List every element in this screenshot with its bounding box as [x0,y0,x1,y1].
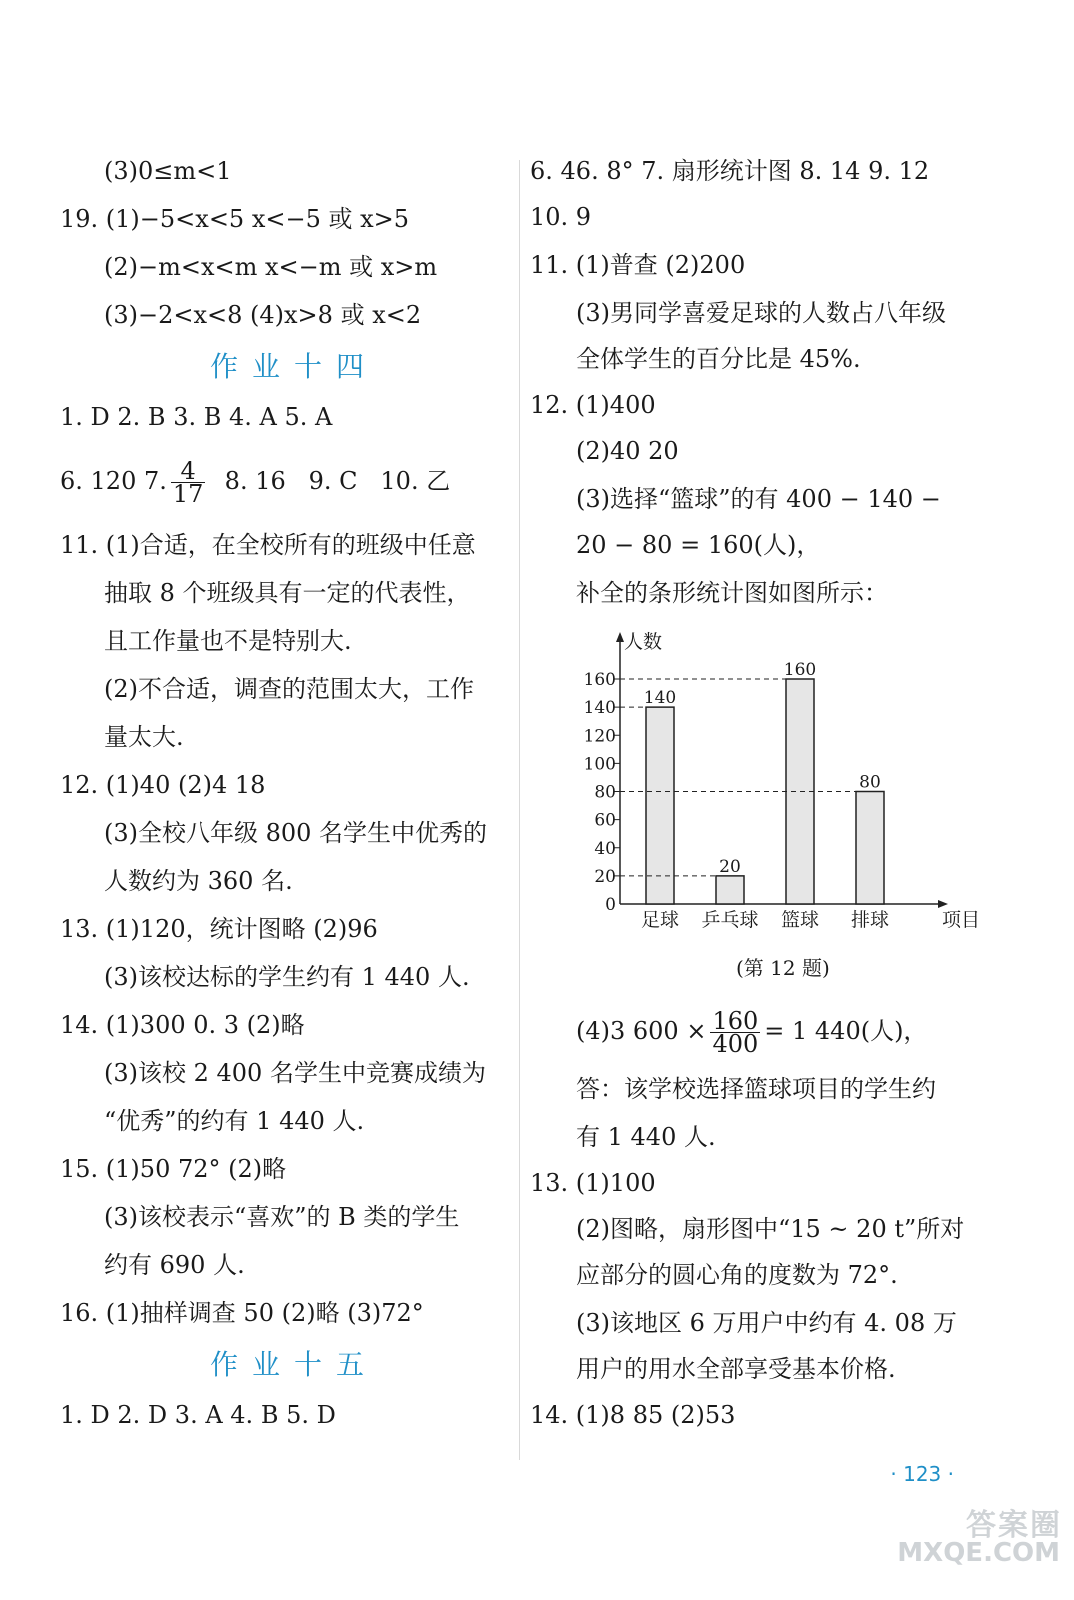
line-l20: 15. (1)50 72° (2)略 [60,1155,287,1183]
section-heading-15: 作业十五 [210,1348,379,1381]
line-l1: (3)0≤m<1 [104,157,232,185]
line-r11 [576,1007,928,1058]
y-axis-label: 人数 [624,631,663,653]
line-r16: 应部分的圆心角的度数为 72°. [576,1261,898,1289]
line-l2: 19. (1)−5<x<5 x<−5 或 x>5 [60,205,410,233]
line-r19: 14. (1)8 85 (2)53 [530,1401,736,1429]
line-r13: 有 1 440 人. [576,1123,716,1151]
y-axis-arrow [616,632,624,642]
line-l19: “优秀”的约有 1 440 人. [104,1107,365,1135]
line-l4: (3)−2<x<8 (4)x>8 或 x<2 [104,301,422,329]
line-r11-b: = 1 440(人)， [764,1017,928,1045]
y-tick-label: 0 [605,895,616,915]
line-l21: (3)该校表示“喜欢”的 B 类的学生 [104,1203,460,1231]
y-tick-label: 80 [594,782,616,803]
fraction-numerator: 160 [712,1007,759,1035]
y-tick-label: 120 [583,726,616,747]
line-l6 [60,457,451,508]
line-r12: 答：该学校选择篮球项目的学生约 [576,1075,936,1103]
line-r18: 用户的用水全部享受基本价格. [576,1355,896,1383]
line-r15: (2)图略，扇形图中“15 ~ 20 t”所对 [576,1215,965,1243]
fraction-denominator: 17 [172,480,204,508]
line-l6-b: 8. 16 9. C 10. 乙 [209,467,451,495]
line-l8: 抽取 8 个班级具有一定的代表性， [104,579,471,607]
line-r3: 11. (1)普查 (2)200 [530,251,746,279]
line-r8: (3)选择“篮球”的有 400 − 140 − [576,485,941,513]
watermark-logo: 答案圈 [966,1508,1062,1543]
bar-value-label: 140 [643,688,677,709]
category-label: 篮球 [780,909,820,931]
bar-4 [856,792,884,905]
y-tick-label: 140 [583,698,616,719]
line-l18: (3)该校 2 400 名学生中竞赛成绩为 [104,1059,486,1087]
fraction-160-400 [710,1007,760,1058]
bar-value-label: 160 [783,660,817,680]
line-r7: (2)40 20 [576,437,679,465]
y-tick-label: 20 [594,866,616,887]
y-tick-label: 40 [594,838,616,859]
line-r10: 补全的条形统计图如图所示： [576,579,888,607]
page-number: · 123 · [890,1462,954,1486]
line-l22: 约有 690 人. [104,1251,245,1279]
line-r6: 12. (1)400 [530,391,656,419]
line-l3: (2)−m<x<m x<−m 或 x>m [104,253,438,281]
y-tick-label: 100 [583,754,616,775]
line-r1: 6. 46. 8° 7. 扇形统计图 8. 14 9. 12 [530,157,930,185]
bar-value-label: 20 [719,856,741,877]
fraction-numerator: 4 [171,460,206,483]
fraction-denominator: 400 [712,1030,759,1058]
line-l14: 人数约为 360 名. [104,867,293,895]
line-r14: 13. (1)100 [530,1169,656,1197]
line-r4: (3)男同学喜爱足球的人数占八年级 [576,299,946,327]
line-r11-a: (4)3 600 × [576,1017,707,1045]
line-l10: (2)不合适，调查的范围太大，工作 [104,675,474,703]
fraction-4-17 [171,457,206,508]
bar-chart [580,622,1000,942]
line-l23: 16. (1)抽样调查 50 (2)略 (3)72° [60,1299,424,1327]
column-divider [519,160,520,1460]
x-axis-arrow [938,900,948,908]
line-l7: 11. (1)合适，在全校所有的班级中任意 [60,531,476,559]
line-r5: 全体学生的百分比是 45%. [576,345,861,373]
watermark-url: MXQE.COM [897,1538,1060,1568]
chart-caption: (第 12 题) [736,956,830,980]
category-label: 乒乓球 [701,909,759,931]
x-axis-label: 项目 [942,909,981,931]
line-l5: 1. D 2. B 3. B 4. A 5. A [60,403,333,431]
line-l11: 量太大. [104,723,184,751]
line-l17: 14. (1)300 0. 3 (2)略 [60,1011,305,1039]
bar-2 [716,876,744,904]
section-heading-14: 作业十四 [210,350,379,383]
line-l24: 1. D 2. D 3. A 4. B 5. D [60,1401,336,1429]
line-r17: (3)该地区 6 万用户中约有 4. 08 万 [576,1309,957,1337]
line-l6-a: 6. 120 7. [60,467,167,495]
category-label: 足球 [640,909,680,931]
bar-value-label: 80 [859,772,881,793]
line-l13: (3)全校八年级 800 名学生中优秀的 [104,819,488,847]
y-tick-label: 160 [583,670,616,690]
line-r2: 10. 9 [530,203,592,231]
line-l16: (3)该校达标的学生约有 1 440 人. [104,963,470,991]
line-l15: 13. (1)120，统计图略 (2)96 [60,915,378,943]
category-label: 排球 [850,909,890,931]
line-r9: 20 − 80 = 160(人)， [576,531,821,559]
y-tick-label: 60 [594,810,616,831]
bar-1 [646,707,674,904]
line-l12: 12. (1)40 (2)4 18 [60,771,266,799]
line-l9: 且工作量也不是特别大. [104,627,352,655]
